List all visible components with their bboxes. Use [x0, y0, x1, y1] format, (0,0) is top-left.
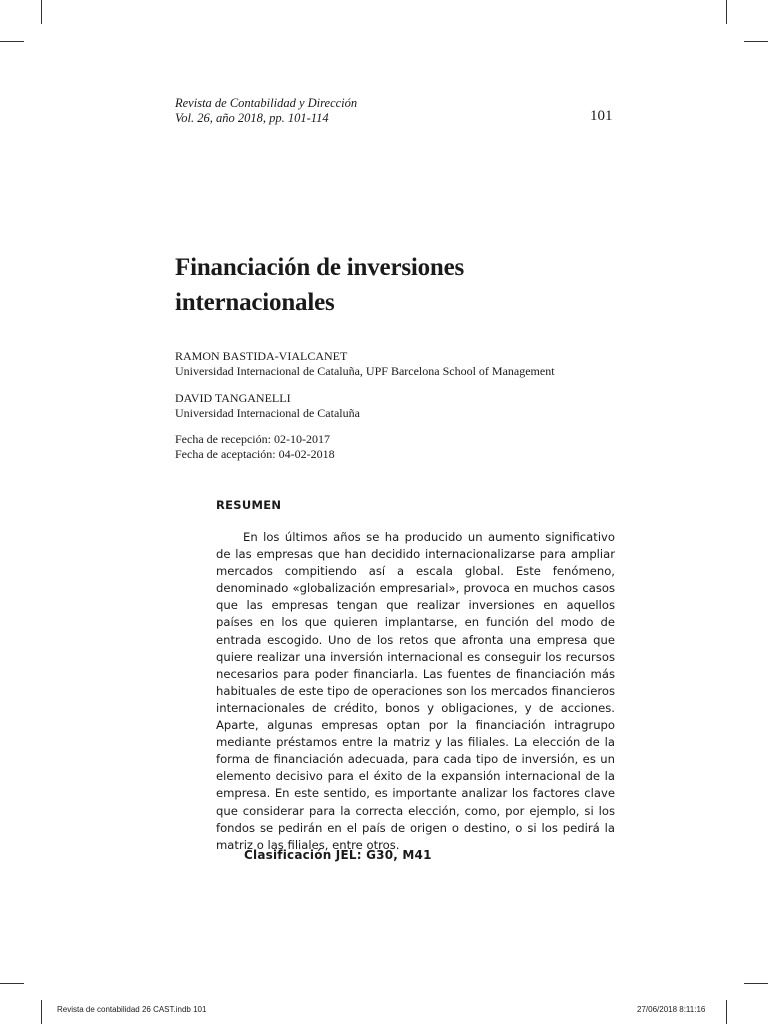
author-affiliation: Universidad Internacional de Cataluña: [175, 405, 360, 420]
crop-mark: [726, 0, 727, 24]
footer-timestamp: 27/06/2018 8:11:16: [637, 1005, 706, 1014]
jel-classification: Clasificación JEL: G30, M41: [244, 848, 432, 862]
footer-filename: Revista de contabilidad 26 CAST.indb 101: [57, 1005, 207, 1014]
crop-mark: [744, 41, 768, 42]
received-date: Fecha de recepción: 02-10-2017: [175, 432, 330, 446]
article-dates: [175, 432, 335, 462]
abstract-body: [216, 529, 615, 854]
accepted-date: Fecha de aceptación: 04-02-2018: [175, 447, 335, 461]
journal-header: [175, 96, 357, 126]
crop-mark: [0, 41, 24, 42]
crop-mark: [41, 0, 42, 24]
journal-volume: Vol. 26, año 2018, pp. 101-114: [175, 111, 329, 125]
article-title: Financiación de inversiones internacionales: [175, 254, 465, 316]
author-name: DAVID TANGANELLI: [175, 391, 291, 405]
crop-mark: [41, 1000, 42, 1024]
author-name: RAMON BASTIDA-VIALCANET: [175, 349, 348, 363]
journal-name: Revista de Contabilidad y Dirección: [175, 96, 358, 110]
crop-mark: [0, 983, 24, 984]
crop-mark: [744, 983, 768, 984]
crop-mark: [726, 1000, 727, 1024]
author-affiliation: Universidad Internacional de Cataluña, UPF Barcelona School of Management: [175, 363, 555, 378]
author-block: [175, 391, 555, 420]
abstract-text: En los últimos años se ha producido un aumento significativo de las empresas que han decidido internacionalizarse para ampliar mercados compitiendo así a escala global. Este fenómeno, denominado «globalización empresarial», provoca en muchos casos que las empresas tengan que realizar inversiones en aquellos países en los que quieren implantarse, en función del modo de entrada escogido. Uno de los retos que afronta una empresa que quiere realizar una inversión internacional es conseguir los recursos necesarios para poder financiarla. Las fuentes de financiación más habituales de este tipo de operaciones son los mercados financieros internacionales de crédito, bonos y obligaciones, y de acciones. Aparte, algunas empresas optan por la financiación intragrupo mediante préstamos entre la matriz y las filiales. La elección de la forma de financiación adecuada, para cada tipo de inversión, es un elemento decisivo para el éxito de la expansión internacional de la empresa. En este sentido, es importante analizar los factores clave que considerar para la correcta elección, como, por ejemplo, si los fondos se pedirán en el país de origen o destino, o si los pedirá la matriz o las filiales, entre otros.: [216, 530, 615, 852]
author-list: [175, 349, 555, 433]
abstract-heading: RESUMEN: [216, 498, 282, 512]
page-number: 101: [590, 108, 613, 124]
author-block: [175, 349, 555, 378]
